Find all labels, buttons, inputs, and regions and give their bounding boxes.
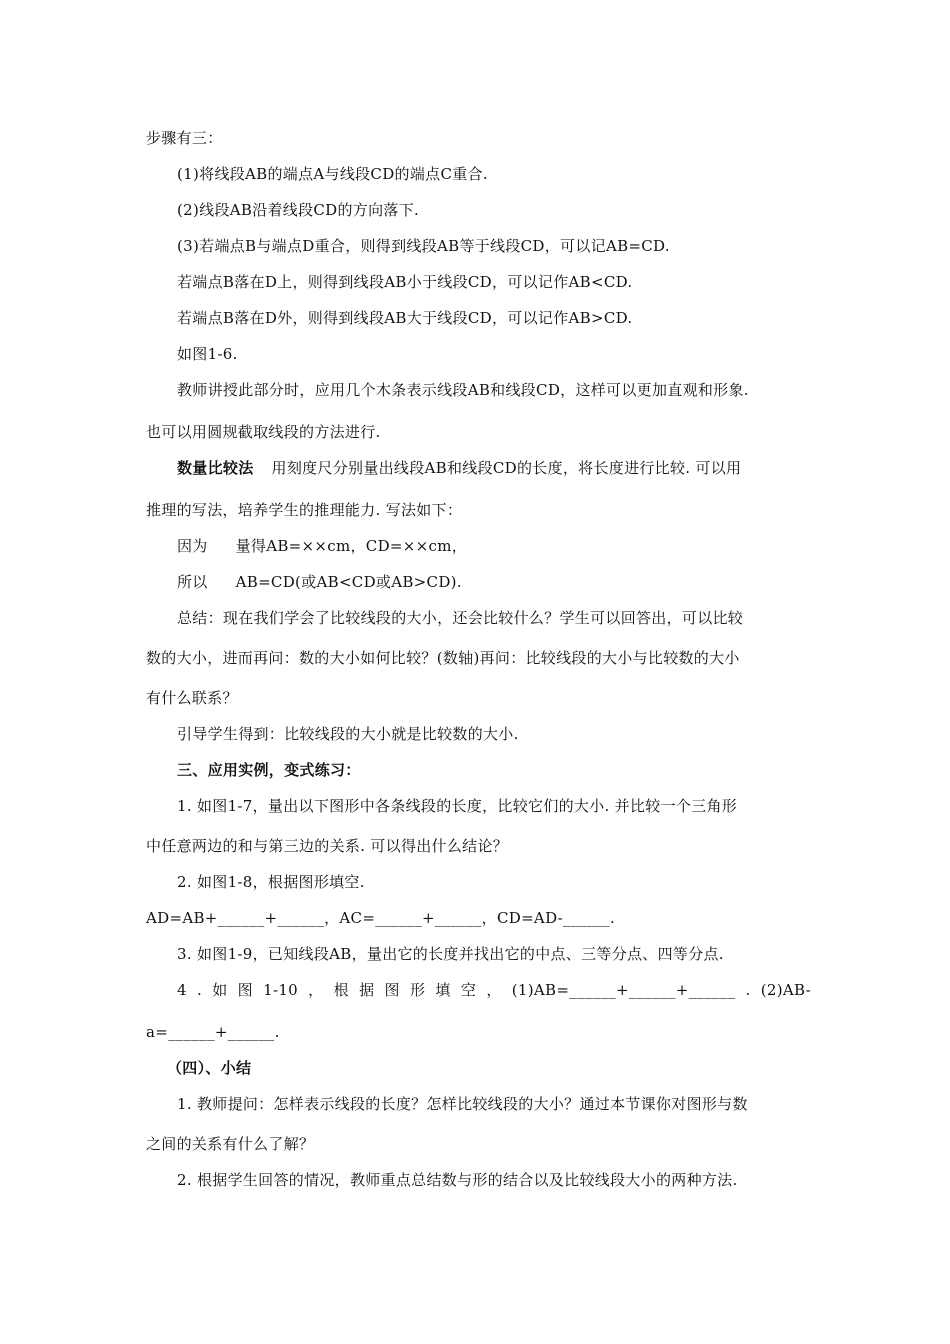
text-span: 用刻度尺分别量出线段AB和线段CD的长度，将长度进行比较. 可以用 (271, 459, 742, 477)
section-heading: （四）、小结 (167, 1059, 252, 1077)
text-line (177, 980, 811, 1000)
text-line: (2)线段AB沿着线段CD的方向落下. (177, 201, 420, 219)
text-line: 如图1-6. (177, 345, 238, 363)
text-line: 1. 教师提问：怎样表示线段的长度？怎样比较线段的大小？通过本节课你对图形与数 (177, 1095, 748, 1113)
section-term: 数量比较法 (177, 459, 254, 477)
text-line: 也可以用圆规截取线段的方法进行. (146, 423, 381, 441)
text-span: 4 (177, 981, 187, 999)
text-line: (1)将线段AB的端点A与线段CD的端点C重合. (177, 165, 488, 183)
text-span: AB=CD(或AB<CD或AB>CD). (235, 573, 462, 591)
text-line: 若端点B落在D上，则得到线段AB小于线段CD，可以记作AB<CD. (177, 273, 633, 291)
text-line: 2. 如图1-8，根据图形填空. (177, 873, 365, 891)
text-line (177, 458, 811, 478)
text-span: 量得AB=××cm，CD=××cm， (235, 537, 468, 555)
text-span: ， (486, 981, 502, 999)
text-line: 推理的写法，培养学生的推理能力. 写法如下： (146, 501, 463, 519)
text-span: ， (308, 981, 324, 999)
text-line: AD=AB+______+______，AC=______+______，CD=AD-______. (146, 909, 615, 927)
text-line: 中任意两边的和与第三边的关系. 可以得出什么结论？ (146, 837, 509, 855)
text-span: 1-10 (263, 981, 299, 999)
text-line: 1. 如图1-7，量出以下图形中各条线段的长度，比较它们的大小. 并比较一个三角形 (177, 797, 738, 815)
text-line: 之间的关系有什么了解？ (146, 1135, 315, 1153)
text-line: 若端点B落在D外，则得到线段AB大于线段CD，可以记作AB>CD. (177, 309, 633, 327)
text-line: 教师讲授此部分时，应用几个木条表示线段AB和线段CD，这样可以更加直观和形象. (177, 381, 749, 399)
text-span: . (745, 981, 751, 999)
text-line (177, 572, 811, 592)
text-span: 形 (409, 981, 426, 999)
text-line: 引导学生得到：比较线段的大小就是比较数的大小. (177, 725, 519, 743)
text-span: 图 (384, 981, 400, 999)
text-line: 步骤有三： (146, 129, 223, 147)
text-line (177, 536, 811, 556)
section-heading: 三、应用实例，变式练习： (177, 761, 361, 779)
text-span: 根 (333, 981, 349, 999)
text-line: 2. 根据学生回答的情况，教师重点总结数与形的结合以及比较线段大小的两种方法. (177, 1171, 738, 1189)
text-line: 总结：现在我们学会了比较线段的大小，还会比较什么？学生可以回答出，可以比较 (177, 609, 744, 627)
text-span: 据 (359, 981, 375, 999)
text-span: 填 (435, 981, 451, 999)
text-span: (2)AB- (760, 981, 811, 999)
text-line: (3)若端点B与端点D重合，则得到线段AB等于线段CD，可以记AB=CD. (177, 237, 670, 255)
text-line: 3. 如图1-9，已知线段AB，量出它的长度并找出它的中点、三等分点、四等分点. (177, 945, 724, 963)
text-line: 数的大小，进而再问：数的大小如何比较？(数轴)再问：比较线段的大小与比较数的大小 (146, 649, 740, 667)
text-span: 所以 (177, 573, 208, 591)
text-line: a=______+______. (146, 1023, 280, 1041)
text-span: 因为 (177, 537, 208, 555)
justified-line (177, 980, 811, 1000)
text-span: 图 (237, 981, 253, 999)
text-span: . (196, 981, 203, 999)
text-span: 如 (212, 981, 228, 999)
text-line: 有什么联系？ (146, 689, 238, 707)
text-span: 空 (460, 981, 477, 999)
text-span: (1)AB=______+______+______ (511, 981, 736, 999)
